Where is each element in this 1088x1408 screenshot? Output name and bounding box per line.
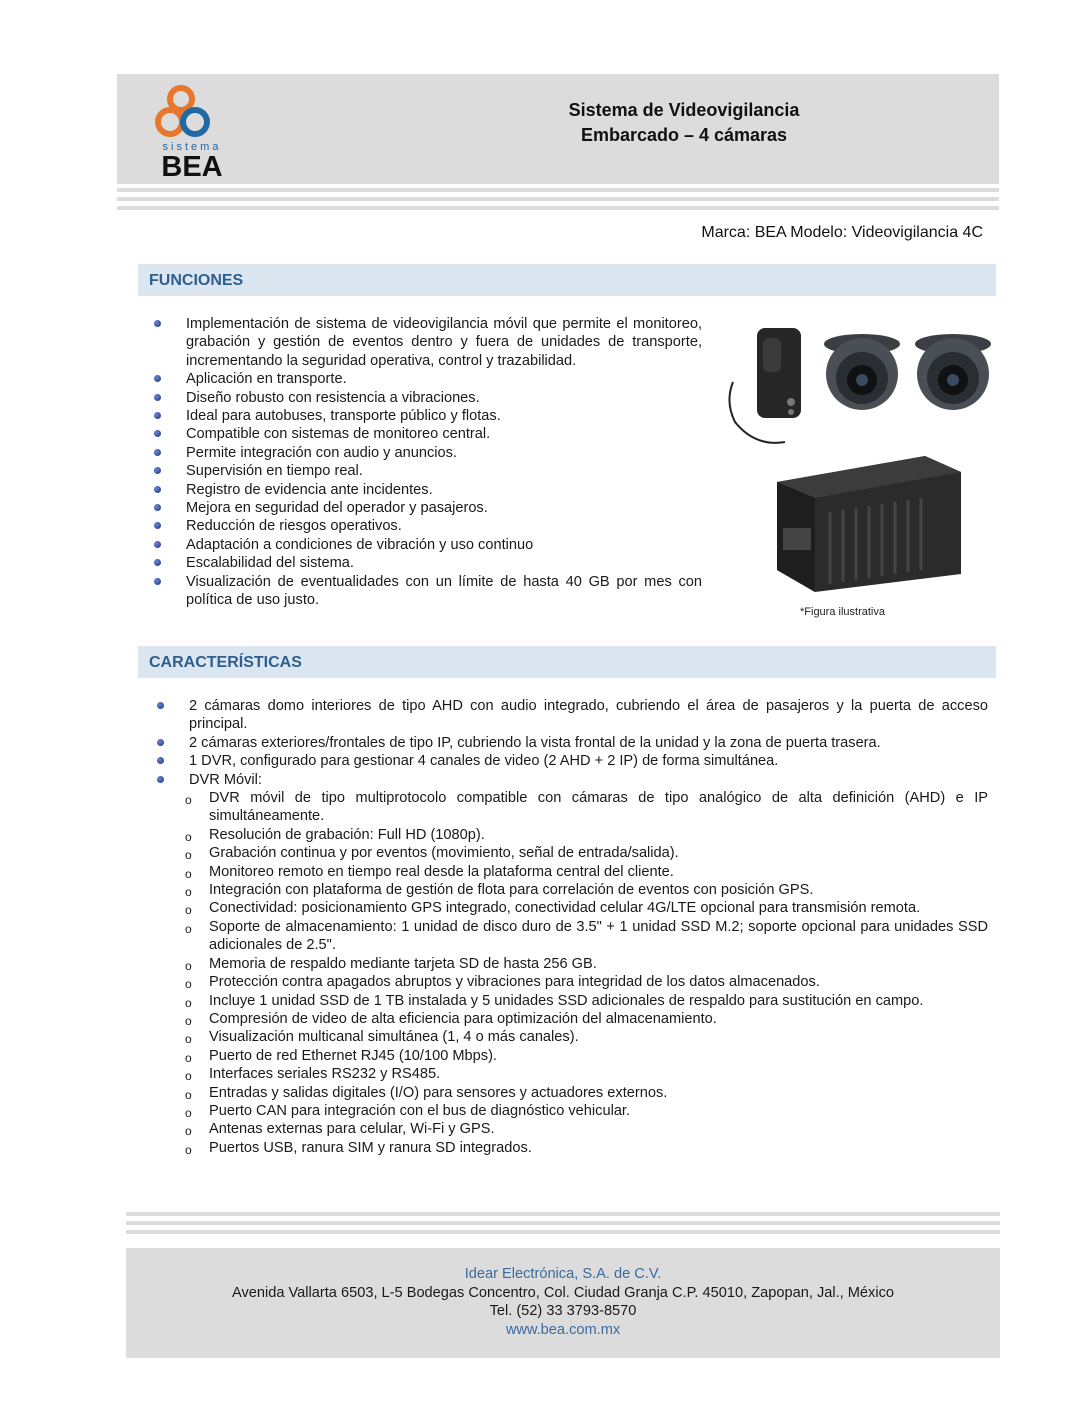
list-item	[157, 771, 988, 789]
sublist-item-text: DVR móvil de tipo multiprotocolo compatible con cámaras de tipo analógico de alta definición (AHD) e IP simultáneamente.	[209, 790, 988, 825]
bullet-icon	[157, 776, 164, 783]
list-item	[157, 734, 988, 752]
list-item	[154, 370, 702, 388]
funciones-list	[154, 315, 702, 610]
bullet-icon	[157, 739, 164, 746]
bullet-icon	[154, 522, 161, 529]
dvr-features-list	[157, 789, 988, 1157]
circle-bullet-icon: o	[185, 1124, 192, 1139]
website-link[interactable]: www.bea.com.mx	[505, 1321, 621, 1338]
section-title: FUNCIONES	[149, 272, 244, 289]
sublist-item	[157, 789, 988, 826]
list-item-text: DVR Móvil:	[189, 771, 262, 788]
circle-bullet-icon: o	[185, 1069, 192, 1084]
list-item	[154, 554, 702, 572]
sublist-item-text: Compresión de video de alta eficiencia para optimización del almacenamiento.	[209, 1010, 717, 1027]
list-item	[154, 573, 702, 610]
circle-bullet-icon: o	[185, 848, 192, 863]
list-item-text: Mejora en seguridad del operador y pasajeros.	[186, 500, 488, 517]
sublist-item	[157, 1028, 988, 1046]
sublist-item	[157, 1120, 988, 1138]
bullet-icon	[154, 394, 161, 401]
sublist-item-text: Visualización multicanal simultánea (1, 4 o más canales).	[209, 1029, 579, 1046]
list-item	[154, 315, 702, 370]
bullet-icon	[154, 541, 161, 548]
list-item-text: Compatible con sistemas de monitoreo central.	[186, 426, 491, 443]
circle-bullet-icon: o	[185, 793, 192, 808]
camera-mini-icon	[729, 328, 801, 443]
list-item-text: Adaptación a condiciones de vibración y uso continuo	[186, 536, 534, 553]
list-item-text: Implementación de sistema de videovigilancia móvil que permite el monitoreo, grabación y gestión de eventos dentro y fuera de unidades de transporte, incrementando la seguridad operativa, control y trazabilidad.	[186, 316, 702, 369]
sublist-item	[157, 1047, 988, 1065]
sublist-item-text: Incluye 1 unidad SSD de 1 TB instalada y 5 unidades SSD adicionales de respaldo para sustitución en campo.	[209, 992, 924, 1009]
list-item	[154, 389, 702, 407]
list-item-text: Permite integración con audio y anuncios.	[186, 444, 457, 461]
circle-bullet-icon: o	[185, 958, 192, 973]
bullet-icon	[154, 559, 161, 566]
dome-camera-icon	[915, 334, 991, 410]
bullet-icon	[154, 375, 161, 382]
sublist-item	[157, 1065, 988, 1083]
list-item-text: Ideal para autobuses, transporte público y flotas.	[186, 408, 501, 425]
sublist-item	[157, 1139, 988, 1157]
circle-bullet-icon: o	[185, 866, 192, 881]
list-item-text: Registro de evidencia ante incidentes.	[186, 481, 433, 498]
sublist-item	[157, 1010, 988, 1028]
list-item-text: Escalabilidad del sistema.	[186, 555, 354, 572]
figure-caption: *Figura ilustrativa	[800, 606, 885, 618]
list-item	[154, 462, 702, 480]
sublist-item-text: Puerto de red Ethernet RJ45 (10/100 Mbps).	[209, 1047, 497, 1064]
circle-bullet-icon: o	[185, 1050, 192, 1065]
list-item	[154, 481, 702, 499]
phone: Tel. (52) 33 3793-8570	[489, 1303, 637, 1320]
list-item-text: Supervisión en tiempo real.	[186, 463, 363, 480]
section-title: CARACTERÍSTICAS	[149, 654, 302, 671]
sublist-item	[157, 973, 988, 991]
section-header-funciones	[138, 264, 996, 296]
bullet-icon	[154, 467, 161, 474]
product-image	[725, 322, 1000, 597]
list-item	[154, 499, 702, 517]
circle-bullet-icon: o	[185, 885, 192, 900]
list-item-text: Aplicación en transporte.	[186, 371, 347, 388]
sublist-item	[157, 1084, 988, 1102]
sublist-item-text: Interfaces seriales RS232 y RS485.	[209, 1066, 441, 1083]
bullet-icon	[154, 430, 161, 437]
sublist-item-text: Puertos USB, ranura SIM y ranura SD integrados.	[209, 1139, 532, 1156]
sublist-item-text: Integración con plataforma de gestión de flota para correlación de eventos con posición GPS.	[209, 882, 814, 899]
bea-logo	[150, 78, 234, 178]
list-item	[154, 407, 702, 425]
header-stripes	[117, 188, 999, 215]
sublist-item	[157, 992, 988, 1010]
sublist-item-text: Puerto CAN para integración con el bus de diagnóstico vehicular.	[209, 1102, 631, 1119]
circle-bullet-icon: o	[185, 1105, 192, 1120]
sublist-item	[157, 899, 988, 917]
sublist-item-text: Monitoreo remoto en tiempo real desde la plataforma central del cliente.	[209, 863, 674, 880]
title-line-1: Sistema de Videovigilancia	[568, 100, 800, 120]
list-item	[157, 697, 988, 734]
list-item-text: 2 cámaras domo interiores de tipo AHD con audio integrado, cubriendo el área de pasajeros y la puerta de acceso principal.	[189, 698, 988, 733]
bullet-icon	[154, 504, 161, 511]
list-item-text: 2 cámaras exteriores/frontales de tipo IP, cubriendo la vista frontal de la unidad y la zona de puerta trasera.	[189, 734, 881, 751]
document-title	[400, 98, 968, 148]
list-item	[157, 752, 988, 770]
sublist-item	[157, 918, 988, 955]
title-line-2: Embarcado – 4 cámaras	[580, 125, 788, 145]
brand-model-line: Marca: BEA Modelo: Videovigilancia 4C	[701, 224, 983, 241]
sublist-item	[157, 955, 988, 973]
sublist-item-text: Soporte de almacenamiento: 1 unidad de disco duro de 3.5" + 1 unidad SSD M.2; soporte opcional para unidades SSD adicionales de 2.5".	[209, 918, 988, 954]
sublist-item-text: Conectividad: posicionamiento GPS integrado, conectividad celular 4G/LTE opcional para transmisión remota.	[209, 900, 921, 917]
circle-bullet-icon: o	[185, 995, 192, 1010]
logo-small-text: sistema	[162, 141, 222, 153]
list-item	[154, 444, 702, 462]
sublist-item-text: Antenas externas para celular, Wi-Fi y GPS.	[209, 1121, 495, 1138]
caracteristicas-list	[157, 697, 988, 1157]
address: Avenida Vallarta 6503, L-5 Bodegas Concentro, Col. Ciudad Granja C.P. 45010, Zapopan, Jal., México	[232, 1284, 894, 1301]
list-item-text: Visualización de eventualidades con un límite de hasta 40 GB por mes con política de uso justo.	[186, 573, 702, 609]
dvr-icon	[777, 456, 961, 592]
sublist-item	[157, 826, 988, 844]
section-header-caracteristicas	[138, 646, 996, 678]
company-name: Idear Electrónica, S.A. de C.V.	[464, 1266, 662, 1282]
list-item	[154, 517, 702, 535]
bullet-icon	[157, 702, 164, 709]
footer	[126, 1248, 1000, 1358]
sublist-item-text: Protección contra apagados abruptos y vibraciones para integridad de los datos almacenados.	[209, 974, 820, 991]
circle-bullet-icon: o	[185, 977, 192, 992]
bullet-icon	[154, 449, 161, 456]
circle-bullet-icon: o	[185, 1032, 192, 1047]
bullet-icon	[154, 486, 161, 493]
bullet-icon	[154, 412, 161, 419]
list-item	[154, 536, 702, 554]
list-item	[154, 425, 702, 443]
sublist-item-text: Resolución de grabación: Full HD (1080p).	[209, 826, 485, 843]
circle-bullet-icon: o	[185, 1013, 192, 1028]
circle-bullet-icon: o	[185, 1087, 192, 1102]
sublist-item	[157, 844, 988, 862]
sublist-item-text: Entradas y salidas digitales (I/O) para sensores y actuadores externos.	[209, 1084, 668, 1101]
list-item-text: 1 DVR, configurado para gestionar 4 canales de video (2 AHD + 2 IP) de forma simultánea.	[189, 753, 779, 770]
circle-bullet-icon: o	[185, 829, 192, 844]
sublist-item-text: Grabación continua y por eventos (movimiento, señal de entrada/salida).	[209, 845, 679, 862]
circle-bullet-icon: o	[185, 1142, 192, 1157]
bullet-icon	[154, 320, 161, 327]
logo-big-text: BEA	[161, 151, 223, 178]
sublist-item-text: Memoria de respaldo mediante tarjeta SD de hasta 256 GB.	[209, 955, 597, 972]
sublist-item	[157, 863, 988, 881]
circle-bullet-icon: o	[185, 903, 192, 918]
sublist-item	[157, 881, 988, 899]
circle-bullet-icon: o	[185, 921, 192, 936]
dome-camera-icon	[824, 334, 900, 410]
list-item-text: Diseño robusto con resistencia a vibraciones.	[186, 389, 480, 406]
bullet-icon	[157, 757, 164, 764]
footer-stripes	[126, 1212, 1000, 1239]
list-item-text: Reducción de riesgos operativos.	[186, 518, 402, 535]
bullet-icon	[154, 578, 161, 585]
sublist-container	[157, 789, 988, 1157]
sublist-item	[157, 1102, 988, 1120]
